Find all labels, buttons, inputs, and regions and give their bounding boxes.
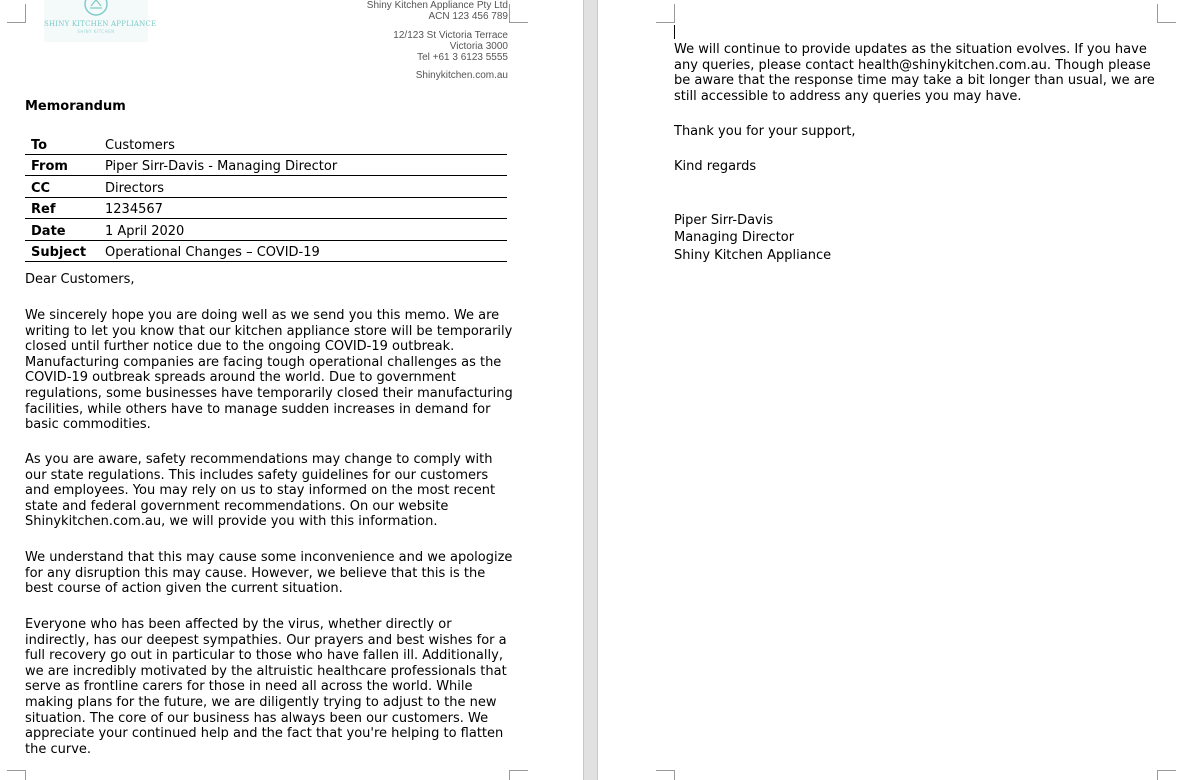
signature-company: Shiny Kitchen Appliance — [674, 248, 832, 263]
signature-name: Piper Sirr-Davis — [674, 213, 774, 228]
body-paragraph-3: We understand that this may cause some inconvenience and we apologize for any disruption this may cause. However, we believe that this is the best course of action given the current situation. — [25, 550, 513, 597]
crop-mark — [1157, 4, 1176, 23]
company-logo — [44, 0, 157, 42]
crop-mark — [656, 4, 675, 23]
text-cursor — [674, 25, 675, 39]
memo-field-row — [25, 240, 507, 262]
memo-field-value: Operational Changes – COVID-19 — [105, 240, 507, 262]
memo-title: Memorandum — [25, 99, 126, 114]
memo-header-table — [25, 133, 507, 262]
memo-field-label: To — [25, 133, 105, 154]
memo-field-row — [25, 176, 507, 198]
salutation: Dear Customers, — [25, 272, 135, 287]
memo-field-label: Subject — [25, 240, 105, 262]
crop-mark — [509, 4, 528, 23]
memo-field-value: 1 April 2020 — [105, 219, 507, 241]
memo-field-value: 1234567 — [105, 197, 507, 219]
company-street: 12/123 St Victoria Terrace — [393, 30, 508, 41]
memo-field-value: Directors — [105, 176, 507, 198]
body-paragraph-4: Everyone who has been affected by the virus, whether directly or indirectly, has our deepest sympathies. Our prayers and best wishes for a full recovery go out in particular to those who have fallen ill. Additionally, we are incredibly motivated by the altruistic healthcare professionals that serve as frontline carers for those in need all across the world. While making plans for the future, we are diligently trying to adjust to the new situation. The core of our business has always been our customers. We appreciate your continued help and the fact that you're helping to flatten the curve. — [25, 617, 507, 757]
logo-sub-text: SHINY KITCHEN — [77, 29, 115, 34]
crop-mark — [656, 770, 675, 780]
company-legal-name: Shiny Kitchen Appliance Pty Ltd — [366, 0, 508, 11]
crop-mark — [7, 770, 26, 780]
body-paragraph-2: As you are aware, safety recommendations may change to comply with our state regulations. This includes safety guidelines for our customers and employees. You may rely on us to stay informed on the most recent state and federal government recommendations. On our website Shinykitchen.com.au, we will provide you with this information. — [25, 452, 496, 530]
logo-emblem-icon — [83, 0, 109, 18]
company-tel: Tel +61 3 6123 5555 — [417, 52, 508, 63]
body-paragraph-5: We will continue to provide updates as the situation evolves. If you have any queries, please contact health@shinykitchen.com.au. Though please be aware that the response time may take a bit longer than usual, we are still accessible to address any queries you may have. — [674, 42, 1155, 104]
memo-field-value: Piper Sirr-Davis - Managing Director — [105, 154, 507, 176]
company-website: Shinykitchen.com.au — [415, 70, 508, 81]
document-page-2[interactable] — [598, 0, 1191, 780]
logo-brand-text: SHINY KITCHEN APPLIANCE — [44, 20, 157, 28]
memo-field-row — [25, 197, 507, 219]
memo-field-value: Customers — [105, 133, 507, 154]
memo-field-label: Ref — [25, 197, 105, 219]
crop-mark — [509, 770, 528, 780]
company-state: Victoria 3000 — [449, 41, 508, 52]
memo-field-label: Date — [25, 219, 105, 241]
page-gap — [583, 0, 598, 780]
memo-field-row — [25, 219, 507, 241]
thanks-line: Thank you for your support, — [674, 124, 856, 139]
closing-line: Kind regards — [674, 159, 757, 174]
crop-mark — [1157, 770, 1176, 780]
document-page-1[interactable] — [0, 0, 583, 780]
memo-field-row — [25, 133, 507, 154]
crop-mark — [7, 4, 26, 23]
memo-field-label: From — [25, 154, 105, 176]
memo-field-label: CC — [25, 176, 105, 198]
company-acn: ACN 123 456 789 — [428, 11, 508, 22]
body-paragraph-1: We sincerely hope you are doing well as we send you this memo. We are writing to let you know that our kitchen appliance store will be temporarily closed until further notice due to the ongoing COVID-19 outbreak. Manufacturing companies are facing tough operational challenges as the COVID-19 outbreak spreads around the world. Due to government regulations, some businesses have temporarily closed their manufacturing facilities, while others have to manage sudden increases in demand for basic commodities. — [25, 308, 513, 433]
signature-title: Managing Director — [674, 230, 795, 245]
memo-field-row — [25, 154, 507, 176]
